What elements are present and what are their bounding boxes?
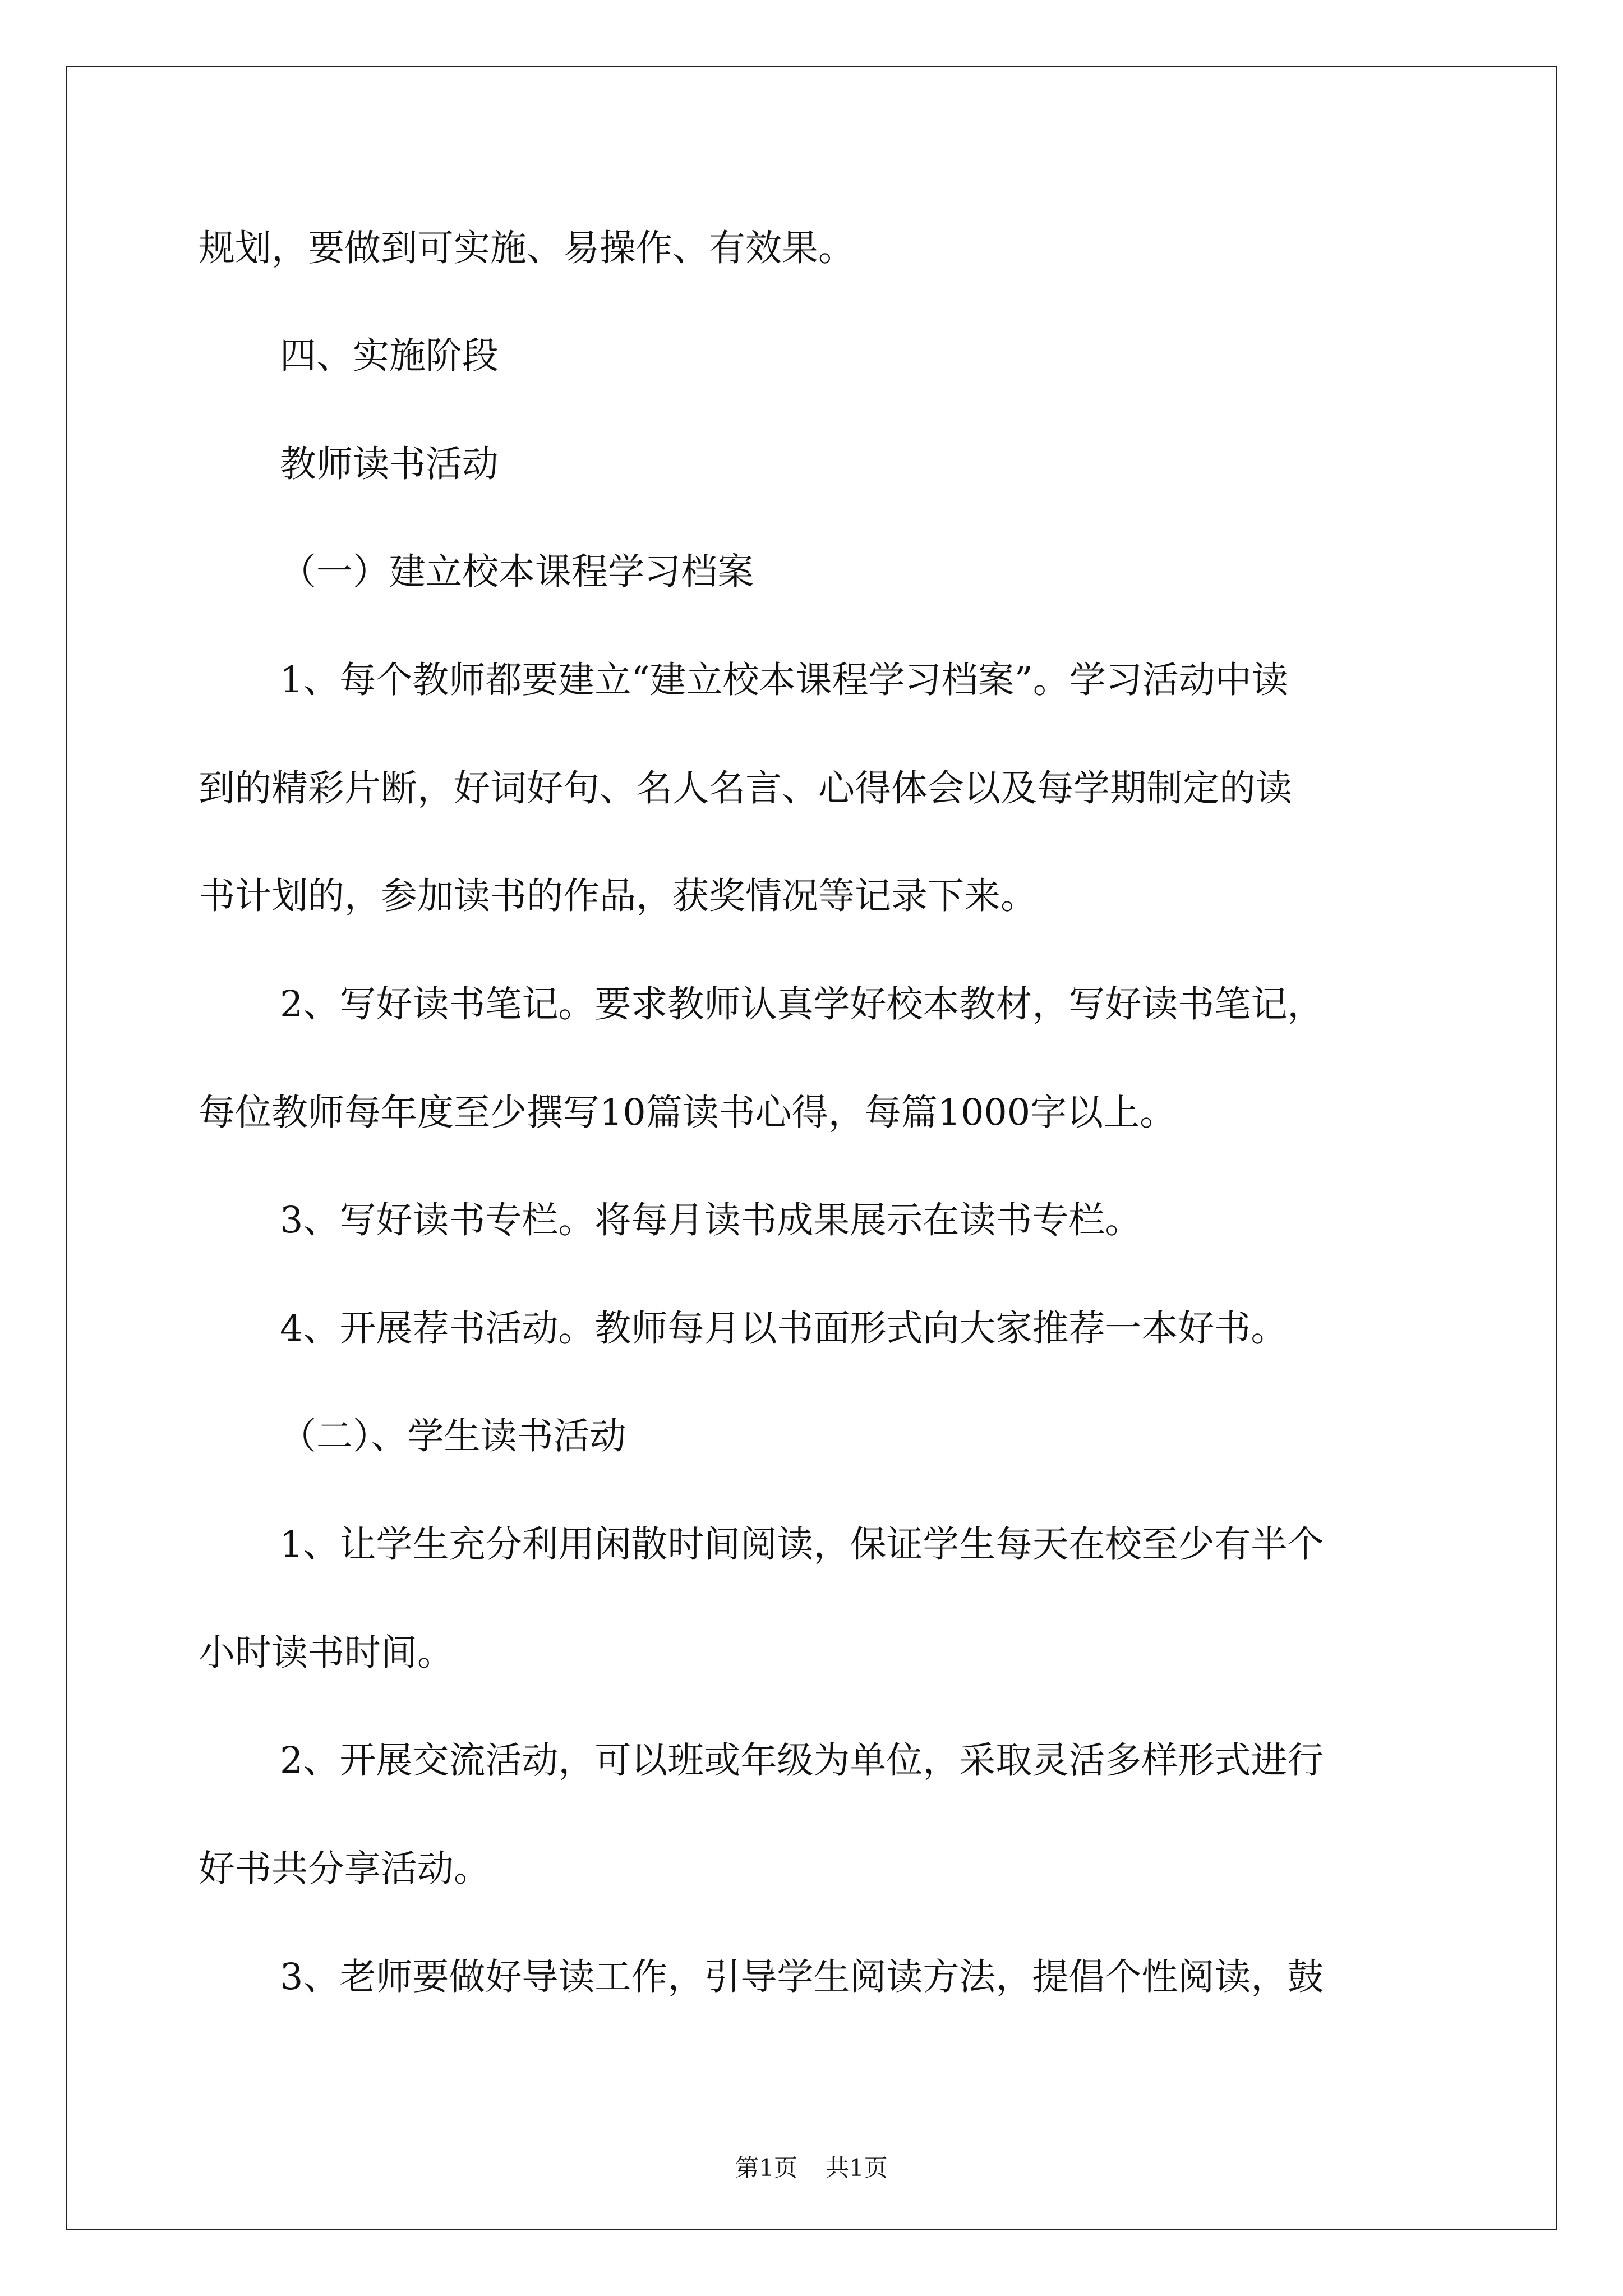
body-text-line: 2、开展交流活动，可以班或年级为单位，采取灵活多样形式进行 bbox=[280, 1740, 1324, 1782]
body-text-line: 3、写好读书专栏。将每月读书成果展示在读书专栏。 bbox=[280, 1199, 1142, 1241]
page-total: 共1页 bbox=[826, 2154, 888, 2182]
body-text-line: 书计划的，参加读书的作品，获奖情况等记录下来。 bbox=[199, 875, 1038, 917]
body-text-line: 4、开展荐书活动。教师每月以书面形式向大家推荐一本好书。 bbox=[280, 1308, 1288, 1350]
body-text-line: 好书共分享活动。 bbox=[199, 1848, 491, 1890]
page-border bbox=[66, 66, 1557, 2230]
body-text-line: 到的精彩片断，好词好句、名人名言、心得体会以及每学期制定的读 bbox=[199, 767, 1293, 809]
subsection-heading: 教师读书活动 bbox=[280, 443, 499, 485]
body-text-line: 规划，要做到可实施、易操作、有效果。 bbox=[199, 227, 855, 269]
body-text-line: 1、每个教师都要建立“建立校本课程学习档案”。学习活动中读 bbox=[280, 659, 1288, 701]
body-text-line: 小时读书时间。 bbox=[199, 1632, 454, 1674]
body-text-line: 1、让学生充分利用闲散时间阅读，保证学生每天在校至少有半个 bbox=[280, 1524, 1324, 1566]
section-heading: 四、实施阶段 bbox=[280, 335, 499, 377]
body-text-line: 2、写好读书笔记。要求教师认真学好校本教材，写好读书笔记， bbox=[280, 983, 1324, 1025]
subsection-heading: （一）建立校本课程学习档案 bbox=[280, 551, 754, 593]
page-footer bbox=[0, 2151, 1623, 2185]
body-text-line: 每位教师每年度至少撰写10篇读书心得，每篇1000字以上。 bbox=[199, 1092, 1177, 1134]
page-number: 第1页 bbox=[735, 2154, 797, 2182]
body-text-line: 3、老师要做好导读工作，引导学生阅读方法，提倡个性阅读，鼓 bbox=[280, 1956, 1324, 1998]
subsection-heading: （二）、学生读书活动 bbox=[280, 1415, 626, 1457]
